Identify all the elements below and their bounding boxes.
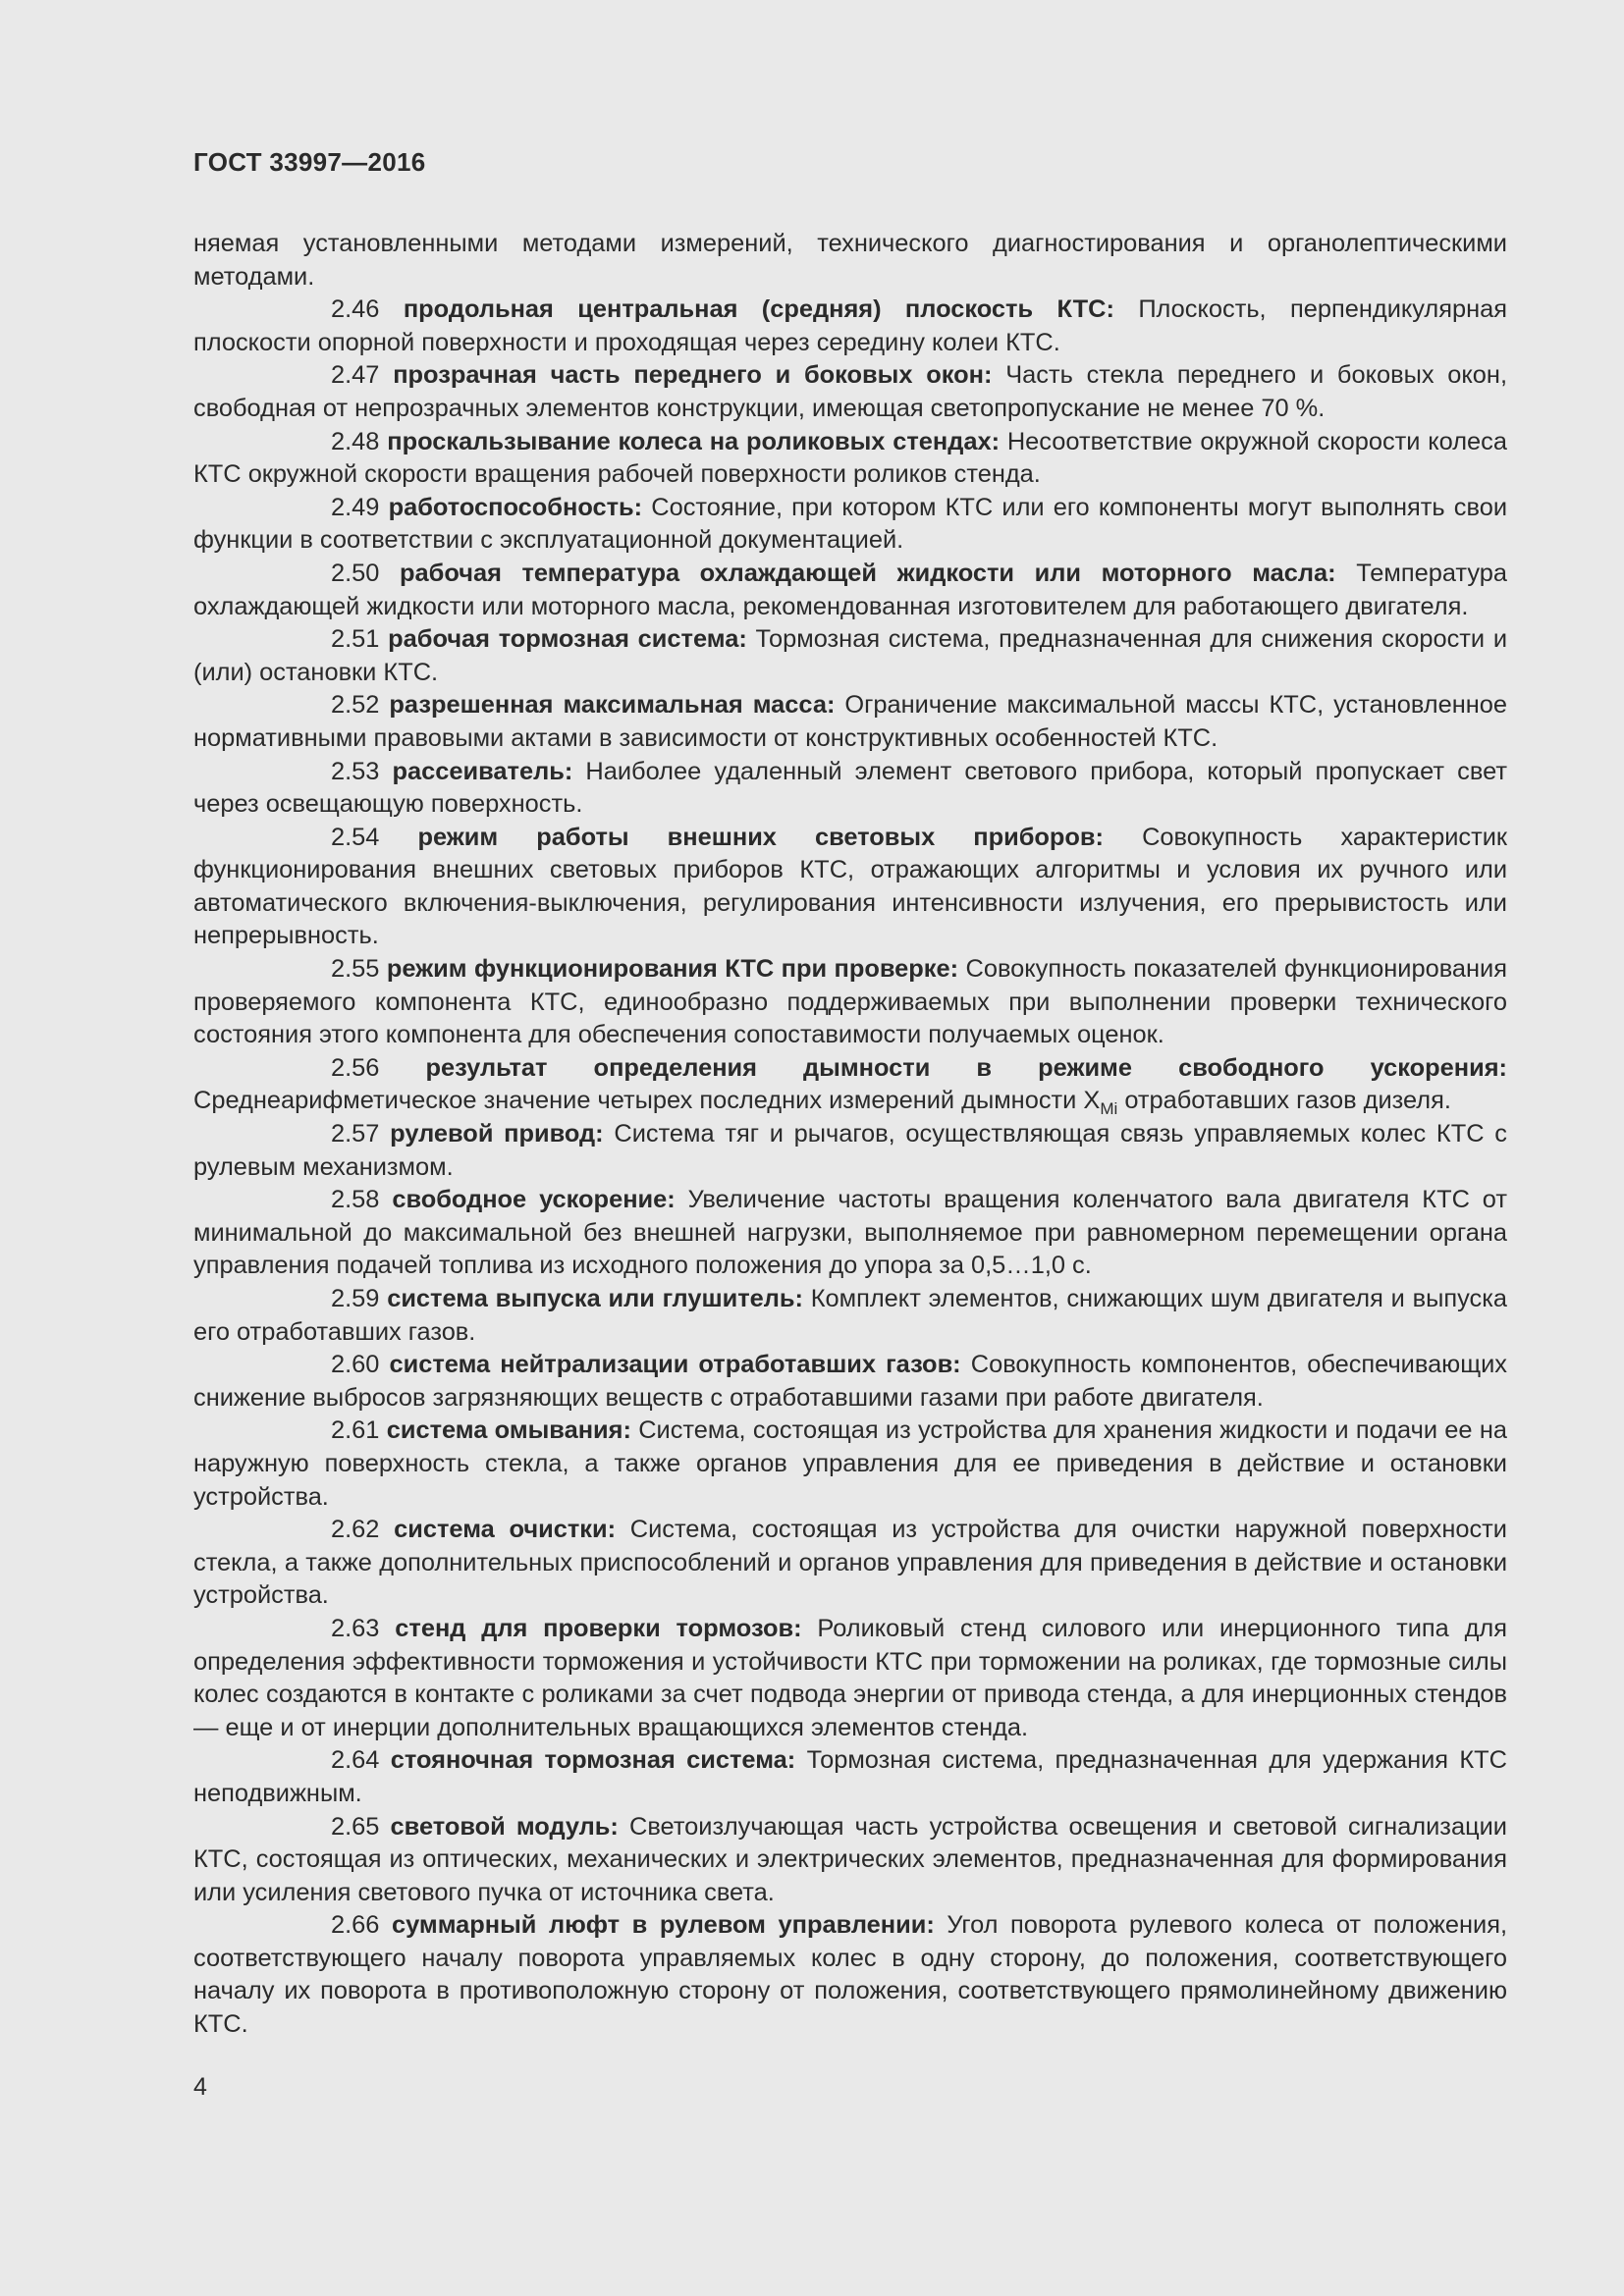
- entry-term: режим функционирования КТС при проверке:: [386, 955, 959, 984]
- entry-number: 2.56: [331, 1053, 380, 1082]
- entry-term: результат определения дымности в режиме свободного ускорения:: [425, 1053, 1507, 1082]
- entry-term: свободное ускорение:: [392, 1186, 676, 1214]
- entry-definition: Ограничение максимальной массы КТС, установленное нормативными правовыми актами в зависимости от конструктивных особенностей КТС.: [193, 691, 1507, 752]
- entry-term: работоспособность:: [388, 493, 643, 521]
- term-entry-2-49: [193, 492, 1507, 558]
- entry-definition: Светоизлучающая часть устройства освещения и световой сигнализации КТС, состоящая из оптических, механических и электрических элементов, предназначенная для формирования или усиления светового пучка от источника света.: [193, 1812, 1507, 1906]
- entry-definition: Состояние, при котором КТС или его компоненты могут выполнять свои функции в соответствии с эксплуатационной документацией.: [193, 493, 1508, 555]
- entry-definition: Несоответствие окружной скорости колеса КТС окружной скорости вращения рабочей поверхности роликов стенда.: [193, 427, 1507, 489]
- entry-term: рассеиватель:: [392, 757, 573, 785]
- entry-number: 2.48: [331, 427, 380, 455]
- entry-term: световой модуль:: [390, 1812, 619, 1841]
- entry-number: 2.50: [331, 559, 380, 587]
- term-entry-2-66: [193, 1909, 1507, 2041]
- entry-definition: Система тяг и рычагов, осуществляющая связь управляемых колес КТС с рулевым механизмом.: [193, 1120, 1507, 1181]
- term-entry-2-47: [193, 359, 1507, 425]
- entry-definition: Наиболее удаленный элемент светового прибора, который пропускает свет через освещающую поверхность.: [193, 757, 1507, 819]
- entry-number: 2.49: [331, 493, 380, 521]
- term-entry-2-55: [193, 953, 1507, 1052]
- term-entry-2-48: [193, 426, 1507, 492]
- entry-number: 2.66: [331, 1911, 380, 1940]
- entry-term: система выпуска или глушитель:: [387, 1285, 803, 1312]
- term-entry-2-60: [193, 1349, 1507, 1415]
- term-entry-2-51: [193, 623, 1507, 689]
- term-entry-2-57: [193, 1118, 1507, 1184]
- entry-number: 2.46: [331, 295, 380, 324]
- entry-number: 2.64: [331, 1746, 380, 1775]
- entry-number: 2.62: [331, 1516, 380, 1544]
- entry-number: 2.55: [331, 955, 380, 984]
- entry-definition: Комплект элементов, снижающих шум двигателя и выпуска его отработавших газов.: [193, 1285, 1507, 1346]
- entry-definition: Часть стекла переднего и боковых окон, свободная от непрозрачных элементов конструкции, имеющая светопропускание не менее 70 %.: [193, 361, 1508, 422]
- entry-term: суммарный люфт в рулевом управлении:: [392, 1911, 935, 1940]
- entry-term: система нейтрализации отработавших газов:: [389, 1351, 961, 1379]
- entry-number: 2.60: [331, 1351, 380, 1379]
- entry-definition: Угол поворота рулевого колеса от положения, соответствующего началу поворота управляемых колес в одну сторону, до положения, соответствующего началу их поворота в противоположную сторону от положения, соответствующего прямолинейному движению КТС.: [193, 1911, 1507, 2039]
- continuation-paragraph: няемая установленными методами измерений, технического диагностирования и органолептическими методами.: [193, 230, 1507, 291]
- entry-term: проскальзывание колеса на роликовых стендах:: [387, 427, 1001, 455]
- entry-term: рабочая температура охлаждающей жидкости или моторного масла:: [400, 559, 1336, 587]
- entry-term: система очистки:: [394, 1516, 617, 1544]
- entry-definition: Совокупность компонентов, обеспечивающих снижение выбросов загрязняющих веществ с отработавшими газами при работе двигателя.: [193, 1351, 1507, 1412]
- term-entry-2-50: [193, 558, 1507, 623]
- entry-number: 2.63: [331, 1614, 380, 1642]
- entry-term: продольная центральная (средняя) плоскость КТС:: [403, 295, 1114, 324]
- entry-definition: Увеличение частоты вращения коленчатого вала двигателя КТС от минимальной до максимальной без внешней нагрузки, выполняемое при равномерном перемещении органа управления подачей топлива из исходного положения до упора за 0,5…1,0 с.: [193, 1186, 1508, 1280]
- entry-definition: Температура охлаждающей жидкости или моторного масла, рекомендованная изготовителем для работающего двигателя.: [193, 559, 1507, 620]
- term-entry-2-52: [193, 689, 1507, 755]
- entry-number: 2.61: [331, 1416, 380, 1445]
- entry-number: 2.65: [331, 1812, 380, 1841]
- entry-number: 2.47: [331, 361, 380, 390]
- entry-definition: Среднеарифметическое значение четырех последних измерений дымности X: [193, 1087, 1101, 1115]
- term-entry-2-61: [193, 1415, 1507, 1514]
- entry-definition: Совокупность характеристик функционирования внешних световых приборов КТС, отражающих алгоритмы и условия их ручного или автоматического включения-выключения, регулирования интенсивности излучения, его прерывистость или непрерывность.: [193, 823, 1507, 950]
- term-entry-2-59: [193, 1283, 1507, 1349]
- subscript-mi: Mi: [1100, 1099, 1118, 1119]
- term-entry-2-53: [193, 756, 1507, 822]
- entry-term: рабочая тормозная система:: [388, 625, 747, 654]
- entry-term: рулевой привод:: [390, 1120, 604, 1148]
- entry-number: 2.58: [331, 1186, 380, 1214]
- entry-definition: Система, состоящая из устройства для очистки наружной поверхности стекла, а также дополнительных приспособлений и органов управления для приведения в действие и остановки устройства.: [193, 1516, 1507, 1610]
- entry-definition: Плоскость, перпендикулярная плоскости опорной поверхности и проходящая через середину колеи КТС.: [193, 295, 1507, 356]
- entry-term: стенд для проверки тормозов:: [395, 1614, 802, 1642]
- entry-number: 2.59: [331, 1285, 380, 1312]
- entry-term: прозрачная часть переднего и боковых окон:: [393, 361, 993, 390]
- term-entry-2-58: [193, 1184, 1507, 1283]
- entry-number: 2.52: [331, 691, 380, 720]
- entry-term: стояночная тормозная система:: [390, 1746, 796, 1775]
- term-entry-2-65: [193, 1811, 1507, 1910]
- document-body: [193, 228, 1507, 2042]
- entry-definition: Роликовый стенд силового или инерционного типа для определения эффективности торможения и устойчивости КТС при торможении на роликах, где тормозные силы колес создаются в контакте с роликами за счет подвода энергии от привода стенда, а для инерционных стендов — еще и от инерции дополнительных вращающихся элементов стенда.: [193, 1614, 1507, 1741]
- document-header: ГОСТ 33997—2016: [193, 147, 426, 177]
- entry-definition: Тормозная система, предназначенная для удержания КТС неподвижным.: [193, 1746, 1507, 1807]
- entry-number: 2.54: [331, 823, 380, 851]
- entry-definition: Тормозная система, предназначенная для снижения скорости и (или) остановки КТС.: [193, 625, 1507, 686]
- page-number: 4: [193, 2073, 207, 2101]
- entry-number: 2.51: [331, 625, 380, 654]
- term-entry-2-54: [193, 822, 1507, 953]
- term-entry-2-46: [193, 294, 1507, 359]
- entry-definition: Совокупность показателей функционирования проверяемого компонента КТС, единообразно поддерживаемых при выполнении проверки технического состояния этого компонента для обеспечения сопоставимости получаемых оценок.: [193, 955, 1507, 1049]
- entry-number: 2.57: [331, 1120, 380, 1148]
- entry-term: режим работы внешних световых приборов:: [417, 823, 1104, 851]
- term-entry-2-56: [193, 1052, 1507, 1118]
- entry-term: система омывания:: [386, 1416, 631, 1445]
- term-entry-2-63: [193, 1613, 1507, 1744]
- term-entry-2-64: [193, 1744, 1507, 1810]
- entry-term: разрешенная максимальная масса:: [389, 691, 836, 720]
- entry-definition-end: отработавших газов дизеля.: [1117, 1087, 1451, 1115]
- entry-definition: Система, состоящая из устройства для хранения жидкости и подачи ее на наружную поверхность стекла, а также органов управления для ее приведения в действие и остановки устройства.: [193, 1416, 1507, 1511]
- term-entry-2-62: [193, 1514, 1507, 1613]
- entry-number: 2.53: [331, 757, 380, 785]
